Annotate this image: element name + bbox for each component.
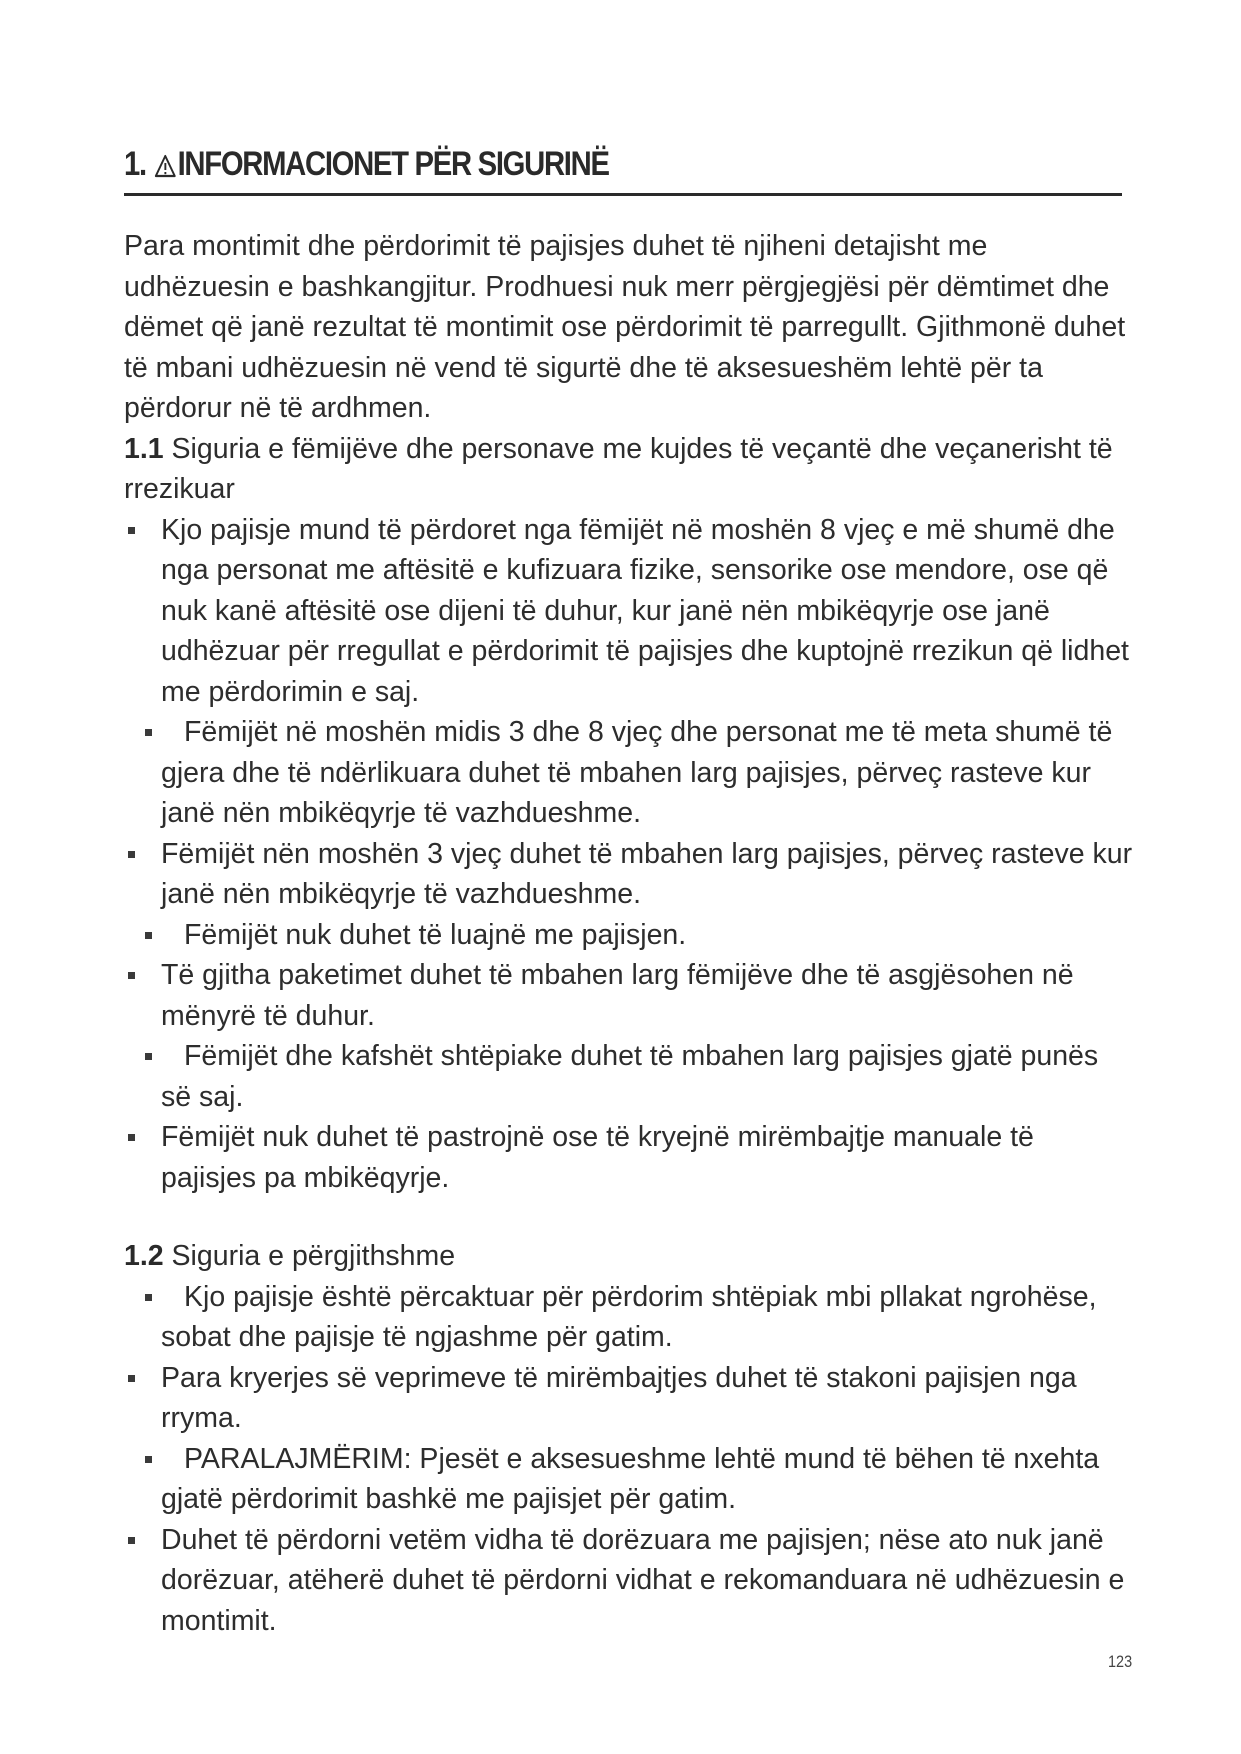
- heading-number: 1.: [124, 145, 146, 183]
- list-item: [124, 915, 1134, 956]
- bullet-icon: [145, 932, 152, 939]
- list-item: [124, 834, 1134, 915]
- subsection-heading-1-2: [124, 1236, 1134, 1277]
- heading-title: INFORMACIONET PËR SIGURINË: [177, 145, 609, 183]
- section-spacer: [124, 1198, 1134, 1236]
- subsection-title: Siguria e fëmijëve dhe personave me kujdes të veçantë dhe veçanerisht të rrezikuar: [124, 432, 1113, 505]
- warning-triangle-icon: [154, 146, 176, 190]
- bullet-icon: [145, 729, 152, 736]
- intro-paragraph: Para montimit dhe përdorimit të pajisjes duhet të njiheni detajisht me udhëzuesin e bashkangjitur. Prodhuesi nuk merr përgjegjësi për dëmtimet dhe dëmet që janë rezultat të montimit ose përdorimit të parregullt. Gjithmonë duhet të mbani udhëzuesin në vend të sigurtë dhe të aksesueshëm lehtë për ta përdorur në të ardhmen.: [124, 230, 1126, 424]
- list-item: [124, 1520, 1134, 1642]
- list-item-text: Para kryerjes së veprimeve të mirëmbajtjes duhet të stakoni pajisjen nga rryma.: [161, 1361, 1077, 1434]
- list-item: [124, 1358, 1134, 1439]
- list-item: [124, 1036, 1134, 1117]
- bullet-icon: [145, 1294, 152, 1301]
- document-body: [124, 226, 1134, 1641]
- bullet-icon: [128, 527, 135, 534]
- list-item-text: Kjo pajisje mund të përdoret nga fëmijët në moshën 8 vjeç e më shumë dhe nga personat me aftësitë e kufizuara fizike, sensorike ose mendore, ose që nuk kanë aftësitë ose dijeni të duhur, kur janë nën mbikëqyrje ose janë udhëzuar për rregullat e përdorimit të pajisjes dhe kuptojnë rrezikun që lidhet me përdorimin e saj.: [161, 513, 1129, 708]
- list-item-text: Fëmijët dhe kafshët shtëpiake duhet të mbahen larg pajisjes gjatë punës së saj.: [161, 1040, 1099, 1113]
- list-item: [124, 1117, 1134, 1198]
- list-item-text: Kjo pajisje është përcaktuar për përdorim shtëpiak mbi pllakat ngrohëse, sobat dhe pajisje të ngjashme për gatim.: [161, 1280, 1097, 1353]
- list-item: [124, 955, 1134, 1036]
- section-heading: [124, 142, 982, 190]
- subsection-number: 1.1: [124, 432, 164, 465]
- heading-divider: [124, 193, 1122, 196]
- list-item: [124, 1439, 1134, 1520]
- bullet-icon: [128, 1537, 135, 1544]
- list-item-text: Fëmijët nuk duhet të pastrojnë ose të kryejnë mirëmbajtje manuale të pajisjes pa mbikëqyrje.: [161, 1121, 1034, 1194]
- subsection-heading-1-1: [124, 429, 1134, 510]
- bullet-icon: [128, 1375, 135, 1382]
- list-item-text: PARALAJMËRIM: Pjesët e aksesueshme lehtë mund të bëhen të nxehta gjatë përdorimit bashkë me pajisjet për gatim.: [161, 1442, 1100, 1515]
- list-item: [124, 1277, 1134, 1358]
- page-number: 123: [1108, 1652, 1133, 1671]
- list-item: [124, 510, 1134, 713]
- bullet-icon: [128, 851, 135, 858]
- list-item-text: Fëmijët nën moshën 3 vjeç duhet të mbahen larg pajisjes, përveç rasteve kur janë nën mbikëqyrje të vazhdueshme.: [161, 837, 1133, 910]
- list-item-text: Duhet të përdorni vetëm vidha të dorëzuara me pajisjen; nëse ato nuk janë dorëzuar, atëherë duhet të përdorni vidhat e rekomanduara në udhëzuesin e montimit.: [161, 1523, 1125, 1637]
- subsection-number: 1.2: [124, 1240, 164, 1272]
- list-item-text: Fëmijët nuk duhet të luajnë me pajisjen.: [184, 918, 687, 951]
- list-item-text: Fëmijët në moshën midis 3 dhe 8 vjeç dhe personat me të meta shumë të gjera dhe të ndërlikuara duhet të mbahen larg pajisjes, përveç rasteve kur janë nën mbikëqyrje të vazhdueshme.: [161, 716, 1113, 829]
- list-item-text: Të gjitha paketimet duhet të mbahen larg fëmijëve dhe të asgjësohen në mënyrë të duhur.: [161, 959, 1074, 1032]
- bullet-icon: [145, 1456, 152, 1463]
- bullet-icon: [145, 1053, 152, 1060]
- bullet-icon: [128, 972, 135, 979]
- list-item: [124, 712, 1134, 834]
- bullet-icon: [128, 1134, 135, 1141]
- subsection-title: Siguria e përgjithshme: [171, 1240, 456, 1272]
